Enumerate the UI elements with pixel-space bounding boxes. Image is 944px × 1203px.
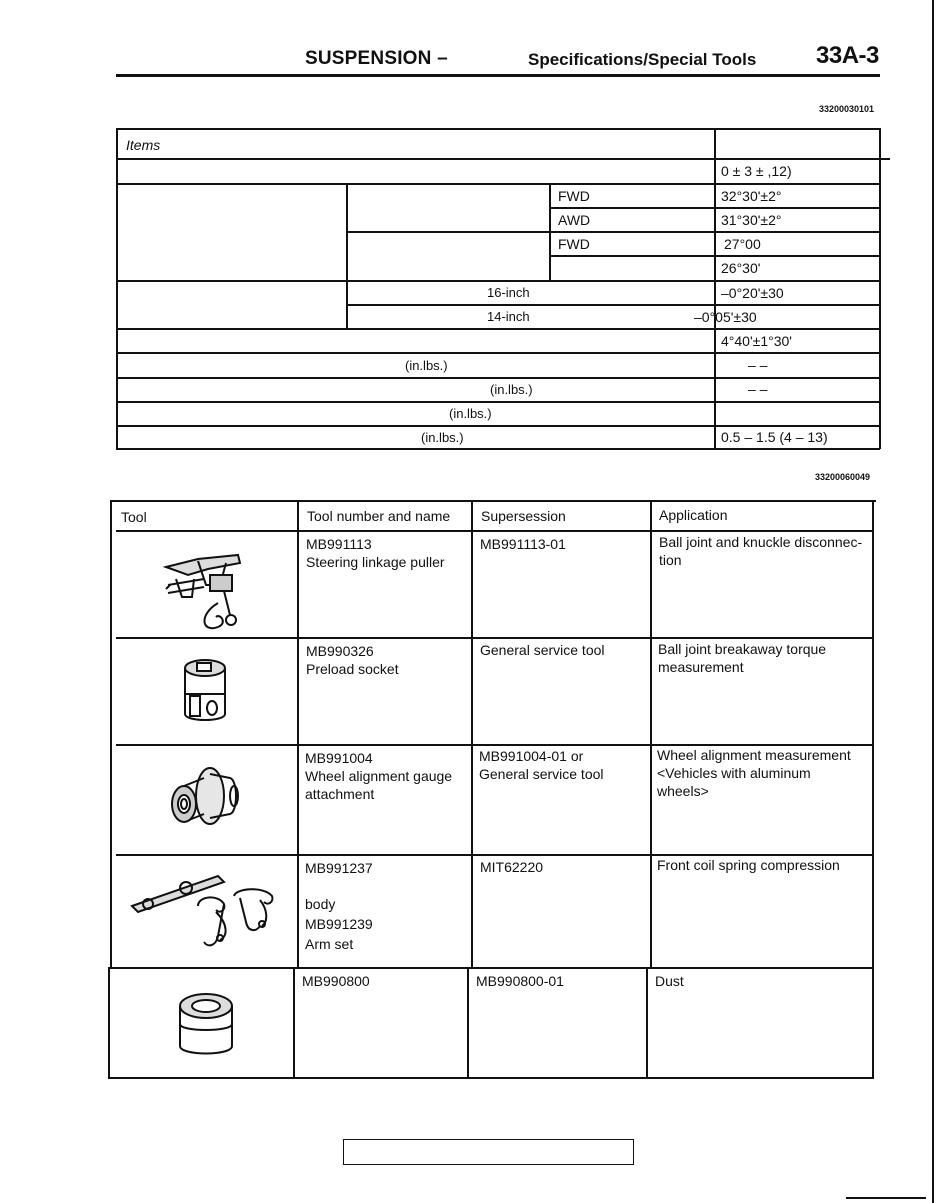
- tool-number-line: MB990800: [302, 973, 370, 989]
- tool-application-line: Wheel alignment measurement: [657, 747, 851, 763]
- spec-value: –0°20'±30: [721, 285, 784, 301]
- tool-application-line: Ball joint and knuckle disconnec-: [659, 534, 863, 550]
- tools-header-supersession: Supersession: [481, 508, 566, 524]
- spec-rule: [116, 425, 880, 427]
- tools-rule: [467, 967, 469, 1078]
- spec-value: – –: [748, 357, 768, 373]
- spec-rule: [116, 158, 890, 160]
- spec-rule: [116, 128, 118, 449]
- tool-number-line: Steering linkage puller: [306, 554, 445, 570]
- tools-rule: [646, 967, 648, 1078]
- spec-unit: (in.lbs.): [449, 406, 492, 421]
- tools-rule: [471, 500, 473, 968]
- tools-rule: [110, 500, 112, 968]
- tool-number-line: MB990326: [306, 643, 374, 659]
- spec-rule: [714, 128, 716, 449]
- tool-application: [659, 533, 871, 569]
- spec-value: 0 ± 3 ± ,12): [721, 163, 792, 179]
- tools-header-application: Application: [659, 507, 728, 523]
- page-edge-rule: [932, 0, 934, 1203]
- spec-unit: (in.lbs.): [421, 430, 464, 445]
- spec-rule: [116, 448, 880, 450]
- tools-rule: [108, 1077, 874, 1079]
- steering-linkage-puller-icon: [158, 545, 248, 635]
- spec-rule: [346, 304, 880, 306]
- tool-application-line: wheels>: [657, 783, 709, 799]
- tool-number-line: MB991239: [305, 916, 373, 932]
- spec-value: 0.5 – 1.5 (4 – 13): [721, 429, 828, 445]
- page-subtitle: Specifications/Special Tools: [528, 50, 757, 69]
- tool-application-line: <Vehicles with aluminum: [657, 765, 811, 781]
- spec-rule: [116, 128, 880, 130]
- preload-socket-icon: [180, 656, 232, 730]
- dust-cover-installer-icon: [176, 990, 238, 1060]
- tool-number-line: Preload socket: [306, 661, 399, 677]
- tool-application: [655, 972, 869, 990]
- spec-value: – –: [748, 381, 768, 397]
- tool-number-line: Wheel alignment gauge: [305, 768, 453, 784]
- tools-rule: [650, 500, 652, 968]
- spec-unit: (in.lbs.): [405, 358, 448, 373]
- tools-table-code: 33200060049: [815, 472, 871, 482]
- spec-drive-label: AWD: [558, 212, 591, 228]
- spec-value: 26°30': [721, 260, 761, 276]
- spec-rule: [116, 280, 880, 282]
- spec-rule: [116, 183, 880, 185]
- spec-rule: [116, 377, 880, 379]
- tool-supersession: MB991113-01: [480, 536, 566, 552]
- tool-supersession: MIT62220: [480, 859, 544, 875]
- spec-unit: (in.lbs.): [490, 382, 533, 397]
- tools-rule: [110, 500, 876, 502]
- tool-supersession: MB990800-01: [476, 973, 564, 989]
- tools-header-number: Tool number and name: [307, 508, 451, 524]
- tool-number-line: MB991237: [305, 860, 373, 876]
- spec-header-items: Items: [126, 137, 161, 153]
- tools-header-tool: Tool: [121, 509, 147, 525]
- spec-value: 32°30'±2°: [721, 188, 782, 204]
- tool-application-line: measurement: [658, 659, 744, 675]
- tool-number-name: [305, 749, 469, 803]
- tool-number-line: attachment: [305, 786, 375, 802]
- spec-wheel-size: 16-inch: [487, 285, 530, 300]
- tool-supersession: General service tool: [480, 642, 605, 658]
- tool-application-line: Front coil spring compression: [657, 857, 840, 873]
- spec-value: 31°30'±2°: [721, 212, 782, 228]
- tools-rule: [116, 637, 872, 639]
- spec-value: –0°05'±30: [694, 309, 757, 325]
- tool-number-line: MB991004: [305, 750, 373, 766]
- spec-table-code: 33200030101: [819, 104, 875, 114]
- spec-drive-label: FWD: [558, 236, 590, 252]
- spec-drive-label: FWD: [558, 188, 590, 204]
- tools-rule: [116, 530, 872, 532]
- tool-application-line: tion: [659, 552, 682, 568]
- section-title: SUSPENSION –: [305, 48, 448, 69]
- tool-number-name: [302, 972, 370, 990]
- tool-number-spacer: [305, 877, 469, 895]
- spec-rule: [116, 401, 880, 403]
- tool-supersession: [479, 747, 647, 783]
- header-rule: [116, 74, 880, 77]
- tool-application-line: Ball joint breakaway torque: [658, 641, 827, 657]
- spec-rule: [879, 128, 881, 449]
- spec-rule: [116, 328, 880, 330]
- tool-application-line: Dust: [655, 973, 684, 989]
- spec-rule: [549, 183, 551, 280]
- wheel-alignment-gauge-icon: [164, 764, 246, 836]
- spring-compressor-icon: [128, 866, 284, 958]
- tools-rule: [108, 967, 872, 969]
- tool-number-name: [306, 642, 468, 678]
- spec-rule: [346, 183, 348, 329]
- tool-number-line: body: [305, 896, 336, 912]
- page-bottom-rule: [846, 1197, 926, 1199]
- tool-supersession-line: MB991004-01 or: [479, 748, 584, 764]
- footer-box: [343, 1139, 634, 1165]
- tool-number-name: [305, 859, 469, 953]
- tools-rule: [293, 967, 295, 1078]
- tool-number-line: Arm set: [305, 936, 354, 952]
- tool-number-line: MB991113: [306, 536, 372, 552]
- spec-value: 4°40'±1°30': [721, 333, 792, 349]
- tool-supersession-line: General service tool: [479, 766, 604, 782]
- tool-number-name: [306, 535, 468, 571]
- tools-rule: [297, 500, 299, 968]
- tools-rule: [108, 967, 110, 1078]
- tools-rule: [872, 500, 874, 1078]
- tool-application: [657, 856, 871, 874]
- tool-application: [658, 640, 870, 676]
- spec-rule: [116, 352, 880, 354]
- page-number: 33A-3: [816, 42, 879, 69]
- spec-value: 27°00: [724, 236, 761, 252]
- tool-application: [657, 746, 871, 800]
- spec-rule: [346, 231, 880, 233]
- spec-wheel-size: 14-inch: [487, 309, 530, 324]
